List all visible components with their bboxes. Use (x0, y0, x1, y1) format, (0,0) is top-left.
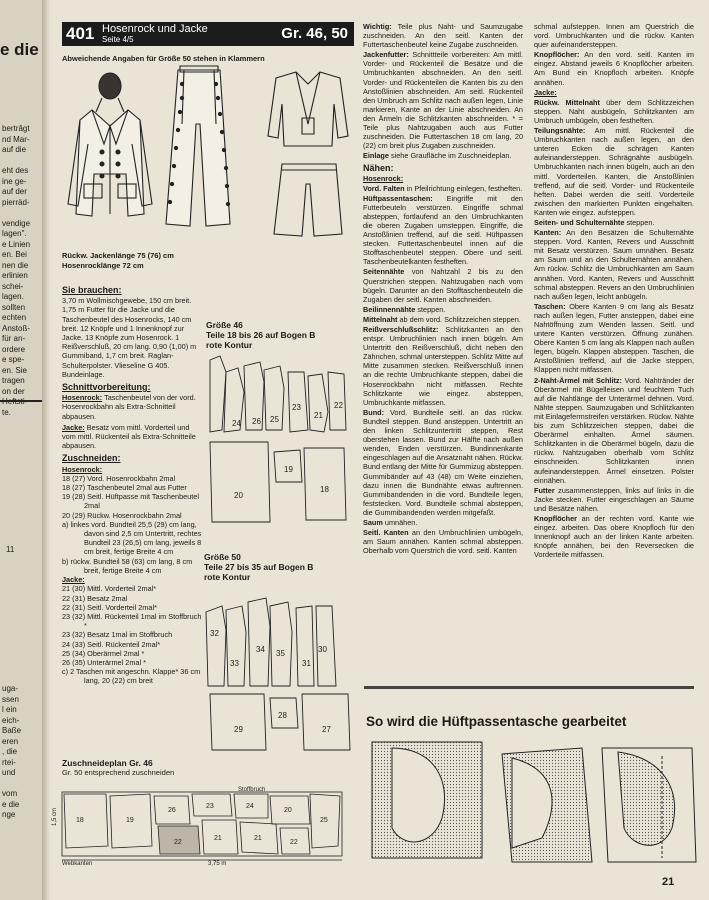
instruction-paragraph: Knopflöcher: An den vord. seitl. Kanten im eingez. Abstand jeweils 6 Knopflöcher arbeiten. Am Bund ein Knopfloch arbeiten. Knöpfe annähen. (534, 50, 694, 87)
size-note: Abweichende Angaben für Größe 50 stehen in Klammern (62, 54, 265, 63)
materials-and-cutting-column (62, 282, 202, 686)
instruction-paragraph: Mittelnaht ab dem vord. Schlitzzeichen steppen. (363, 314, 521, 324)
gutter-line: en. Sie (2, 365, 27, 375)
svg-text:32: 32 (210, 629, 219, 638)
pattern-title: Hosenrock und Jacke (102, 23, 208, 35)
svg-text:26: 26 (168, 807, 176, 814)
cutting-jacket-label: Jacke: (62, 575, 85, 585)
svg-text:27: 27 (322, 725, 331, 734)
previous-page-gutter (0, 0, 50, 900)
cutting-heading: Zuschneiden: (62, 453, 121, 464)
instruction-paragraph: schmal aufsteppen. Innen am Querstrich die vord. Umbruchkanten und die rückw. Kanten quer aufeinandersteppen. (534, 22, 694, 50)
gutter-rule (0, 400, 44, 402)
gutter-line (2, 156, 42, 167)
svg-text:19: 19 (284, 465, 293, 474)
page-fold-shadow (42, 0, 50, 900)
svg-text:18: 18 (320, 485, 329, 494)
pattern-subtitle: Seite 4/5 (102, 35, 134, 44)
size50-title: Größe 50 (204, 552, 241, 562)
gutter-line (2, 397, 42, 408)
gutter-line: , die (2, 747, 18, 756)
jacket-cut-item: 23 (32) Mittl. Rückenteil 1mal im Stoffbruch * (62, 611, 202, 631)
instruction-paragraph: Einlage siehe Graufläche im Zuschneideplan. (363, 151, 512, 161)
size50-sheet: Teile 27 bis 35 auf Bogen B (204, 562, 314, 572)
jacket-cut-item: c) 2 Taschen mit angeschn. Klappe* 36 cm lang, 20 (22) cm breit (62, 667, 201, 686)
gutter-line (2, 779, 42, 790)
jacket-cut-item: 25 (34) Oberärmel 2mal * (62, 648, 145, 658)
preparation-skirt: Hosenrock: Taschenbeutel von der vord. Hosenrockbahn als Extra-Schnitteil abpausen. (62, 393, 196, 421)
instruction-paragraph: Hüftpassentaschen: Eingriffe mit den Futterbeuteln verstürzen. Eingriffe schmal absteppen, fortlaufend an den Umbruchkanten die oberen Zugaben umsteppen. Eingriffe, die Anstoßlinien treffend, auf die seitl. Hüftpassen stecken. Futtertaschenbeutel innen auf die Stofftaschenbeutel steppen. Obere und seitl. Taschenbeutelkanten festheften. (363, 193, 523, 267)
svg-text:21: 21 (214, 835, 222, 842)
instruction-paragraph: Seitl. Kanten an den Umbruchlinien umbügeln, am Saum annähen. Kanten schmal absteppen. Oberhalb vom Querstrich die vord. seitl. Kanten (363, 528, 523, 556)
gutter-line: nge (2, 810, 16, 819)
size46-contour: rote Kontur (206, 340, 253, 350)
hip-pocket-diagrams (362, 738, 702, 868)
gutter-line: für an- (2, 334, 26, 343)
svg-text:20: 20 (234, 491, 243, 500)
instruction-paragraph: Hosenrock: (363, 173, 404, 183)
materials-heading: Sie brauchen: (62, 285, 122, 295)
instruction-paragraph: Teilungsnähte: Am mittl. Rückenteil die Umbruchkanten nach außen legen, an den unteren Ecken die schrägen Kanten aufeinandersteppen. Schrägnähte ausbügeln. Umbruchkanten nach innen bügeln, auch an den mittl. Vorderteilen. Kanten, die Anstoßlinien treffend, auf die seitl. Vorder- und Rückenteile heften. Dabei werden die seitl. Vorderteile zwischen den markierten Punkten eingehalten. Kanten wie eingez. aufsteppen. (534, 126, 694, 217)
svg-text:25: 25 (320, 817, 328, 824)
page-number: 21 (662, 876, 675, 888)
gutter-line: Anstoß- (2, 323, 31, 333)
jacket-length: Rückw. Jackenlänge 75 (76) cm (62, 251, 174, 260)
preparation-heading: Schnittvorbereitung: (62, 382, 151, 393)
size46-title: Größe 46 (206, 320, 243, 330)
size46-label (206, 320, 315, 350)
svg-text:31: 31 (302, 659, 311, 668)
gutter-line: ine ge- (2, 176, 27, 186)
gutter-line: l ein (2, 705, 17, 714)
gutter-line: erlinien (2, 271, 28, 280)
gutter-line: schei- (2, 281, 24, 291)
gutter-line: eich- (2, 715, 20, 725)
size46-pattern-pieces (204, 352, 354, 532)
gutter-heading-fragment: e die (0, 40, 39, 59)
skirt-cut-item: 19 (28) Seitl. Hüftpasse mit Taschenbeutel 2mal (62, 492, 199, 511)
gutter-line: nen die (2, 260, 29, 270)
gutter-line: echten (2, 313, 27, 322)
jacket-cut-item: 23 (32) Besatz 1mal im Stoffbruch (62, 630, 173, 640)
cutting-layout-diagram (52, 786, 350, 867)
gutter-line: rtei- (2, 757, 16, 767)
instruction-heading: Nähen: (363, 163, 394, 174)
section-rule (364, 686, 694, 689)
svg-text:19: 19 (126, 817, 134, 824)
svg-text:35: 35 (276, 649, 285, 658)
gutter-line (2, 208, 42, 219)
instruction-paragraph: Jackenfutter: Schnittteile vorbereiten: Am mittl. Vorder- und Rückenteil die Besätze und die Umbruchkanten abschneiden. An den seitl. Vorder- und Rückenteilen die Kanten bis zu den Anstoßlinien abschneiden. Am seitl. Rückenteil den Umbruch am Schlitz nach außen legen, Linie markieren, Kante an der Linie abschneiden. An den Ärmeln die Schlitzkanten abschneiden. * = Teile plus Nahtzugaben auch aus Futter zuschneiden. Die Futtertaschen 18 cm lang, 20 (22) cm breit plus Zugaben zuschneiden. (363, 50, 523, 151)
instruction-paragraph: Vord. Falten in Pfeilrichtung einlegen, festheften. (363, 183, 523, 193)
jacket-cut-item: 21 (30) Mittl. Vorderteil 2mal* (62, 584, 157, 594)
svg-text:23: 23 (292, 403, 301, 412)
skirt-cut-item: 18 (27) Taschenbeutel 2mal aus Futter (62, 483, 187, 493)
svg-text:23: 23 (206, 803, 214, 810)
gutter-line: und (2, 768, 16, 777)
gutter-number: 11 (6, 545, 15, 554)
instruction-paragraph: Rückw. Mittelnaht über dem Schlitzzeichen steppen. Naht ausbügeln, Schlitzkanten am Umbruch umbügeln, oben festheften. (534, 97, 694, 125)
cutting-layout-title: Zuschneideplan Gr. 46 (62, 758, 153, 768)
svg-text:30: 30 (318, 645, 327, 654)
height-label: 1,5 cm (52, 807, 58, 826)
gutter-line: te. (2, 407, 11, 417)
jacket-cut-item: 22 (31) Besatz 2mal (62, 593, 128, 603)
stoffbruch-label: Stoffbruch (238, 787, 266, 793)
gutter-line: tragen (2, 376, 25, 385)
instruction-paragraph: Saum umnähen. (363, 517, 418, 527)
size50-contour: rote Kontur (204, 572, 251, 582)
skirt-length: Hosenrocklänge 72 cm (62, 261, 144, 270)
gutter-line: Baße (2, 726, 22, 735)
svg-text:20: 20 (284, 807, 292, 814)
gutter-line: ssen (2, 694, 19, 704)
size50-label (204, 552, 313, 582)
instruction-paragraph: Beilinnennähte steppen. (363, 304, 446, 314)
svg-text:33: 33 (230, 659, 239, 668)
size50-pattern-pieces (204, 582, 354, 754)
instruction-paragraph: Knopflöcher an der rechten vord. Kante wie eingez. arbeiten. Das obere Knopfloch für den Innenknopf auch an der linken Kante arbeiten. Knöpfe annähen, bei den Reversecken die Vorderteile mitfassen. (534, 513, 694, 560)
gutter-line: vendige (2, 218, 31, 228)
cutting-jacket-list (62, 584, 202, 685)
gutter-line: eht des (2, 166, 29, 175)
garment-lengths (62, 251, 202, 271)
instruction-paragraph: Jacke: (534, 87, 557, 97)
instruction-paragraph: Futter zusammensteppen, links auf links in die Jacke stecken. Futter eingeschlagen an Säume und Besätze nähen. (534, 485, 694, 513)
svg-text:22: 22 (174, 839, 182, 846)
svg-text:26: 26 (252, 417, 261, 426)
svg-text:21: 21 (314, 411, 323, 420)
jacket-cut-item: 26 (35) Unterärmel 2mal * (62, 657, 146, 667)
svg-text:22: 22 (290, 839, 298, 846)
svg-text:24: 24 (232, 419, 241, 428)
gutter-line: uga- (2, 684, 19, 693)
gutter-line: e Linien (2, 239, 31, 249)
gutter-line: en. Bei (2, 250, 27, 259)
instruction-paragraph: Taschen: Obere Kanten 9 cm lang als Besatz nach außen legen, Futter ansteppen, dabei eine Nahtöffnung zum Wenden lassen. Seitl. und untere Kanten verstürzen. Öffnung zunähen. Obere Kanten 5 cm lang als Klappen nach außen legen, bügeln. Klappen absteppen. Taschen, die Anstoßlinien treffend, auf die Jacke steppen, Klappen nicht mitfassen. (534, 301, 694, 375)
gutter-line: lagen". (2, 229, 27, 238)
pocket-section-heading: So wird die Hüftpassentasche gearbeitet (366, 714, 627, 729)
skirt-cut-item: a) linkes vord. Bundteil 25,5 (29) cm lang, davon sind 2,5 cm Untertritt, rechtes Bundteil 23 (26,5) cm lang, jeweils 8 cm breit, fertige Breite 4 cm (62, 519, 202, 557)
svg-text:24: 24 (246, 803, 254, 810)
gutter-text-lower (2, 684, 42, 821)
gutter-line: vom (2, 789, 18, 798)
cutting-skirt-list (62, 474, 202, 575)
instruction-paragraph: Bund: Vord. Bundteile seitl. an das rückw. Bundteil steppen. Bund ansteppen. Untertritt an den linken Schlitzuntertritt steppen, Rest überstehen lassen. Bund zur Hälfte nach außen wenden, Enden verstürzen. Bundinnenkante eingeschlagen auf die Ansatznaht nähen. Rückw. Bund entlang der Mitte für Gummizug absteppen. Gummibänder auf 43 (48) cm Weite einziehen, dazu innen die Bundnähte etwas auftrennen. Gummibandenden in die vord. Bundteile legen, feststecken. Vord. Bundteile schmal absteppen, die Gummibandenden werden mitgefaßt. (363, 407, 523, 517)
webkanten-label: Webkanten (62, 861, 93, 867)
gutter-line: auf die (2, 145, 27, 154)
svg-text:29: 29 (234, 725, 243, 734)
gutter-line: ordere (2, 344, 26, 354)
gutter-line: eren (2, 736, 19, 746)
svg-text:34: 34 (256, 645, 265, 654)
garment-illustrations (58, 64, 358, 240)
gutter-line: auf der (2, 187, 27, 196)
size46-sheet: Teile 18 bis 26 auf Bogen B (206, 330, 316, 340)
instruction-paragraph: Reißverschlußschlitz: Schlitzkanten an den entspr. Umbruchlinien nach innen bügeln. Am Untertritt den Reißverschluß, dicht neben den Zähnchen, schmal untersteppen. Schlitz Mitte auf Mitte zusammen stecken. Reißverschluß innen an die rechte Umbruchkante steppen, dabei die Hosenrockbahn nicht mitfassen. Rechte Schlitzkante wie eingez. absteppen, Umbruchkante mitfassen. (363, 325, 523, 407)
skirt-cut-item: b) rückw. Bundteil 58 (63) cm lang, 8 cm breit, fertige Breite 4 cm (62, 556, 193, 575)
gutter-line: e spe- (2, 355, 25, 364)
svg-text:22: 22 (334, 401, 343, 410)
gutter-line: on der (2, 386, 25, 396)
preparation-jacket: Jacke: Besatz vom mittl. Vorderteil und vom mittl. Rückenteil als Extra-Schnitteile abpausen. (62, 422, 196, 451)
pattern-number: 401 (66, 24, 95, 43)
width-label: 3,75 m (208, 861, 227, 867)
cutting-layout-subtitle: Gr. 50 entsprechend zuschneiden (62, 768, 175, 777)
gutter-line: pierräd- (2, 197, 30, 207)
gutter-line: bertrâgt (2, 124, 30, 133)
gutter-line: lagen. (2, 292, 24, 301)
svg-text:28: 28 (278, 711, 287, 720)
gutter-line: nd Mar- (2, 134, 30, 144)
materials-text: 3,70 m Wollmischgewebe, 150 cm breit. 1,75 m Futter für die Jacke und die Taschenbeutel des Hosenrocks, 140 cm breit. 12 Knöpfe und 1 Innenknopf zur Jacke. 13 Knöpfe zum Hosenrock. 1 Reißverschluß, 20 cm lang. 0,90 (1,00) m Gummiband, 1,7 cm breit. Raglan-Schulterpolster. Vlieseline G 405. Bundeinlage. (62, 296, 197, 379)
instruction-paragraph: Kanten: An den Besätzen die Schulternähte steppen. Vord. Kanten, Revers und Ausschnitt mit Besatz verstürzen. Saum umnähen. Besatz am Saum und an den Schulternähten annähen. Am rückw. Schlitz die Umbruchkanten am Saum annähen. Vord. Kanten, Revers und Ausschnitt schmal absteppen. Revers an den Umbruchlinien nach außen legen, leicht anbügeln. (534, 228, 694, 301)
instruction-paragraph: Seiten- und Schulternähte steppen. (534, 217, 655, 227)
gutter-line: e die (2, 799, 20, 809)
gutter-line: sollten (2, 302, 26, 312)
jacket-cut-item: 24 (33) Seitl. Rückenteil 2mal* (62, 639, 161, 649)
instruction-paragraph: 2-Naht-Ärmel mit Schlitz: Vord. Nahtränder der Oberärmel mit Bügelleisen und feuchtem Tuch auf die Nahtlänge der Unterärmel dehnen. Vord. Nähte steppen. Saumzugaben und Schlitzkanten mit Einlagefermstreifen verstärken. Rückw. Nähte bis zum Schlitzzeichen steppen, dabei die Oberärmel einhalten. Ärmel säumen. Schlitzkanten in die Oberärmel bügeln, dazu die rückw. Nahtzugaben oberhalb vom Schlitz einschneiden. Schlitzkanten innen aufeinandersteppen. Ärmel einsetzen. Polster einnähen. (534, 375, 695, 485)
skirt-cut-item: 18 (27) Vord. Hosenrockbahn 2mal (62, 473, 176, 483)
cutting-layout-label (62, 758, 174, 778)
instruction-paragraph: Wichtig: Teile plus Naht- und Saumzugabe zuschneiden. An den seitl. Kanten der Futtertaschenbeutel keine Zugabe zuschneiden. (363, 22, 523, 50)
pattern-sizes: Gr. 46, 50 (281, 25, 348, 42)
instruction-paragraph: Seitennähte von Nahtzahl 2 bis zu den Querstrichen steppen. Nahtzugaben nach vorn bügeln. Darunter an den Stofftaschenbeuteln die Zugaben der seitl. Kanten abschneiden. (363, 267, 523, 304)
sewing-instructions-column-2 (534, 22, 694, 560)
skirt-cut-item: 20 (29) Rückw. Hosenrockbahn 2mal (62, 510, 182, 520)
gutter-text-upper (2, 124, 42, 418)
svg-text:18: 18 (76, 817, 84, 824)
sewing-instructions-column-1 (363, 22, 523, 556)
svg-text:25: 25 (270, 415, 279, 424)
pattern-header-bar (62, 22, 354, 46)
jacket-cut-item: 22 (31) Seitl. Vorderteil 2mal* (62, 602, 157, 612)
cutting-skirt-label: Hosenrock: (62, 464, 103, 474)
svg-text:21: 21 (254, 835, 262, 842)
